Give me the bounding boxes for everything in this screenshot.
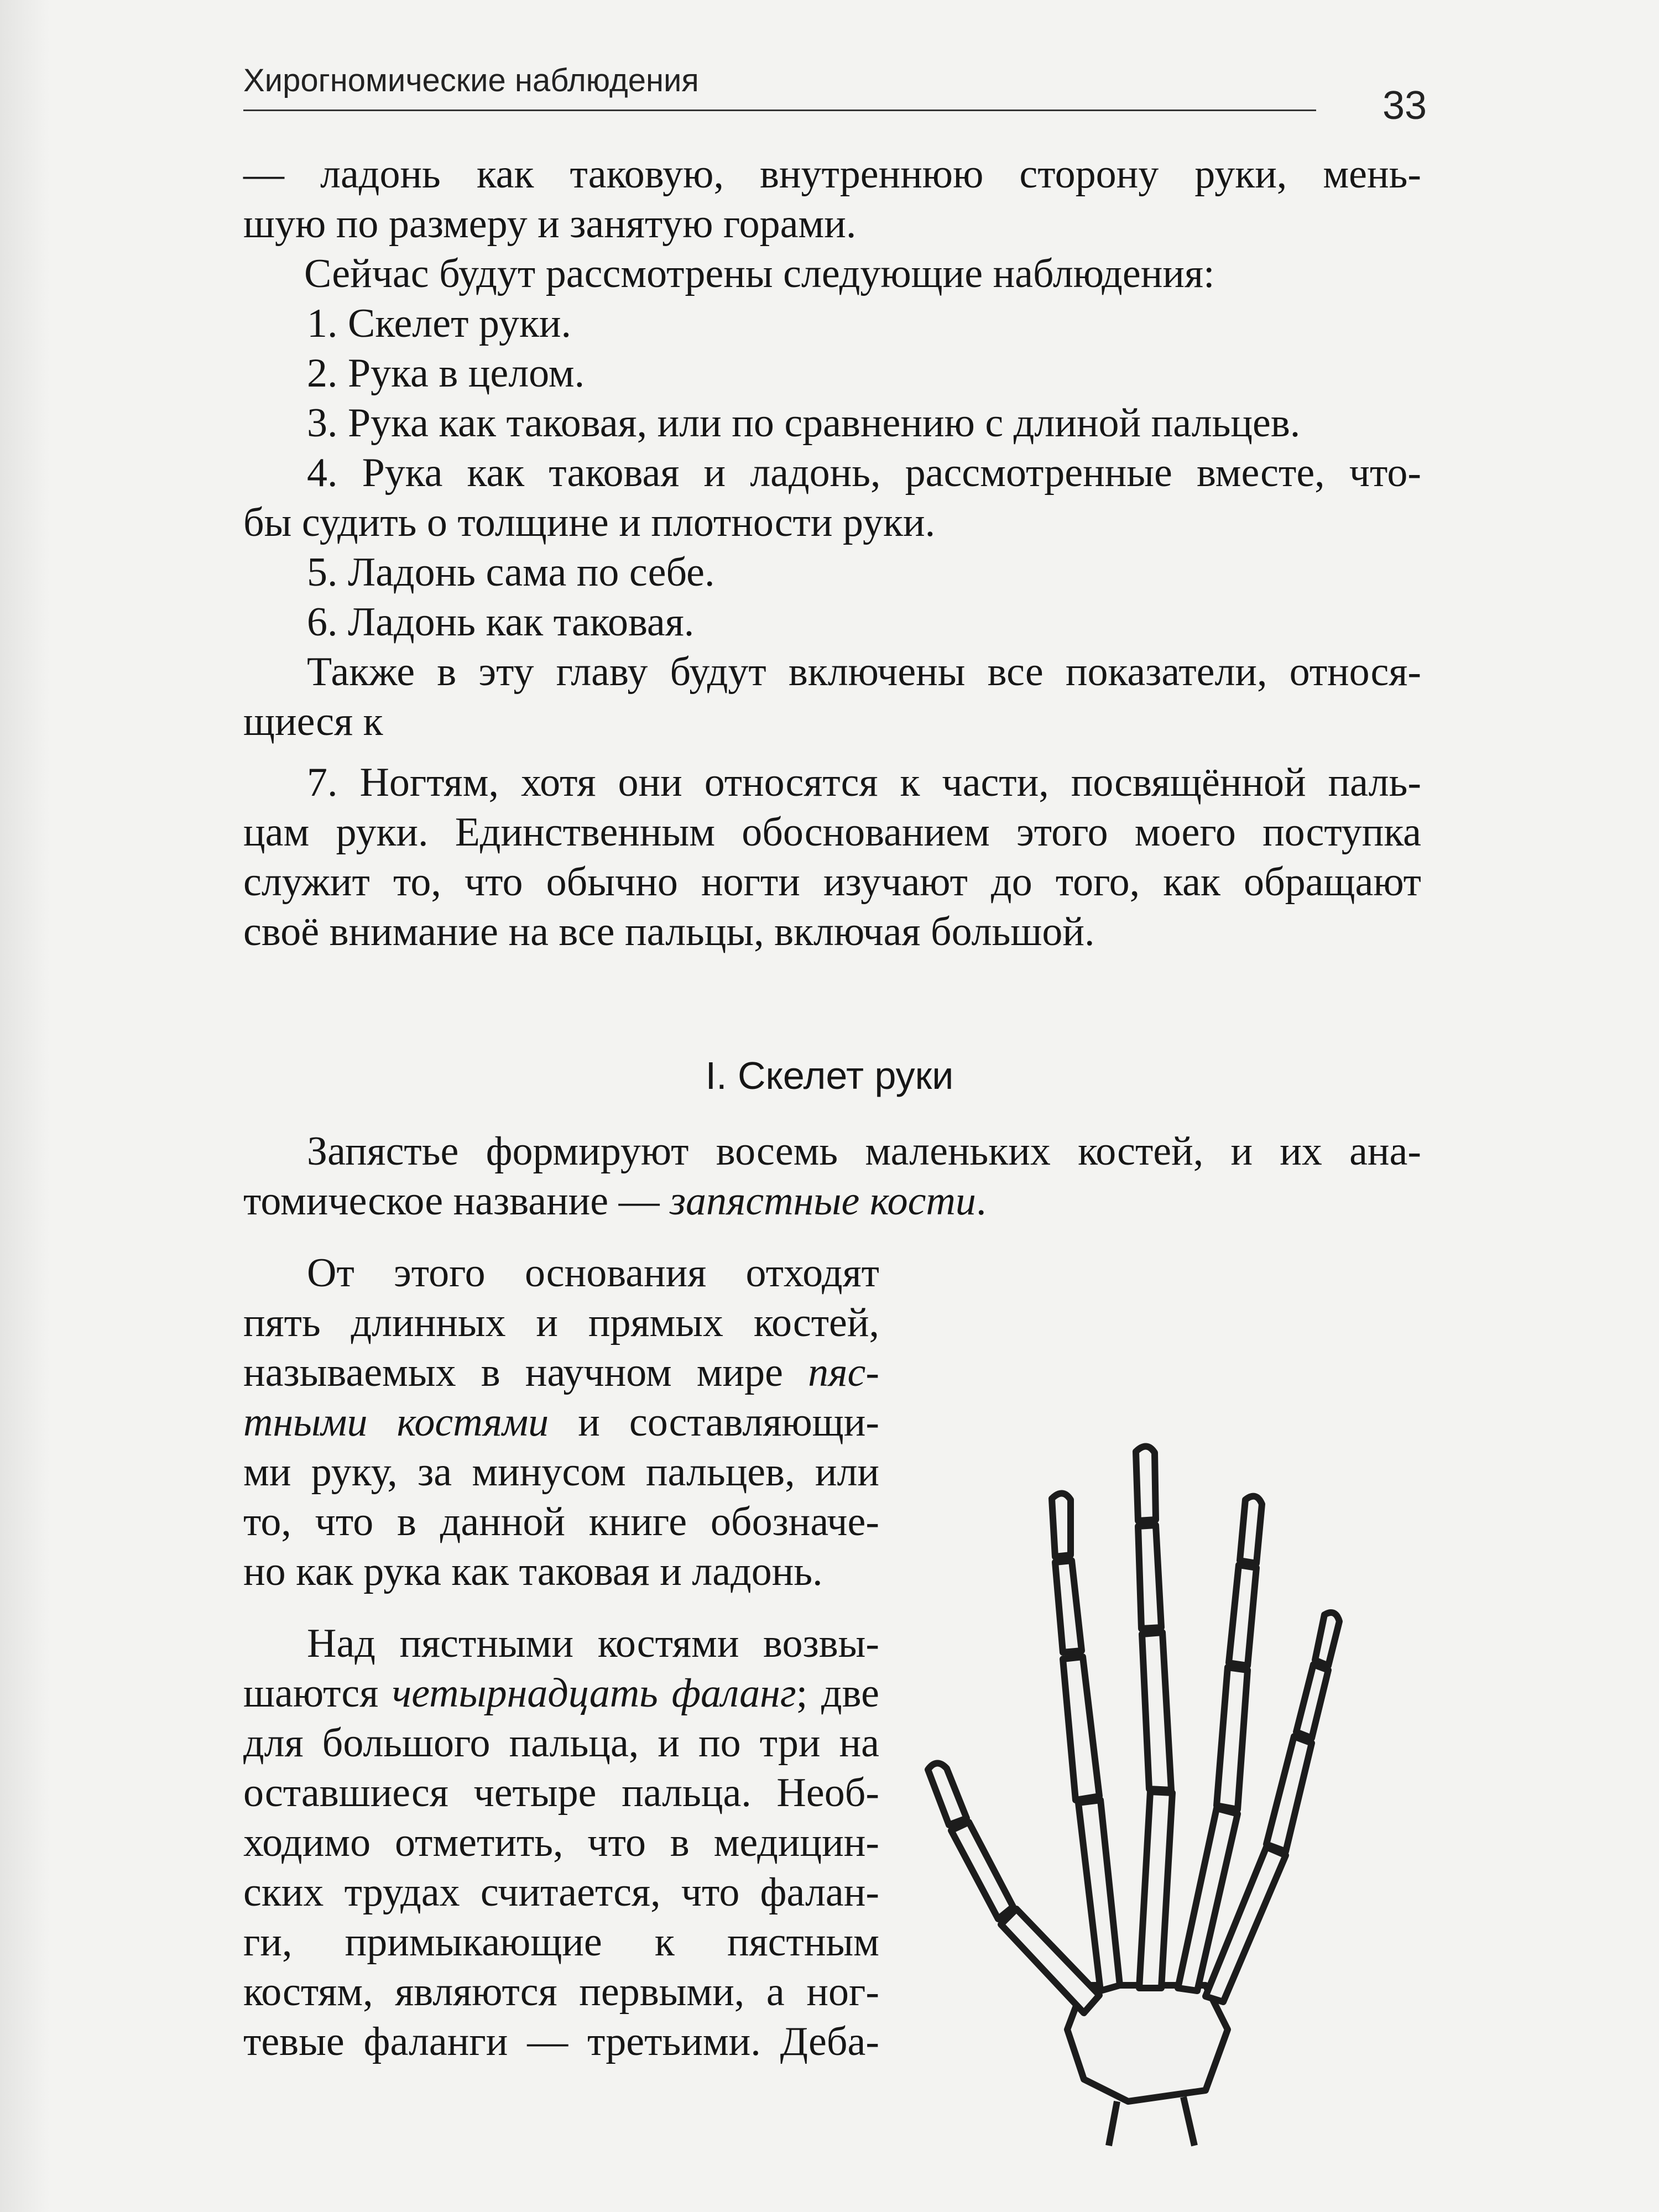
text-line <box>243 1352 879 1393</box>
phalanx-bone <box>1063 1657 1099 1800</box>
list-item: 4. Рука как таковая и ладонь, рассмотренные вместе, что- <box>307 450 1421 495</box>
header-rule <box>243 109 1316 111</box>
text-segment: . <box>975 1178 987 1224</box>
text-line: Над пястными костями возвы- <box>307 1621 879 1666</box>
text-line: но как рука как таковая и ладонь. <box>243 1549 823 1594</box>
text-line: цам руки. Единственным обоснованием этого моего поступка <box>243 810 1421 855</box>
list-item: 5. Ладонь сама по себе. <box>307 550 715 595</box>
italic-term: запястные кости <box>670 1178 976 1224</box>
list-item-continuation: бы судить о толщине и плотности руки. <box>243 500 936 545</box>
metacarpal-bone <box>1078 1800 1120 1991</box>
text-segment: томическое название — <box>243 1178 670 1224</box>
text-line: для большого пальца, и по три на <box>243 1720 879 1766</box>
list-item: 1. Скелет руки. <box>307 301 572 346</box>
phalanx-bone <box>1266 1736 1312 1851</box>
text-line: ских трудах считается, что фалан- <box>243 1870 879 1915</box>
phalanx-bone <box>1296 1665 1328 1738</box>
text-line: то, что в данной книге обозначе- <box>243 1499 879 1545</box>
italic-term: четырнадцать фаланг <box>392 1671 796 1716</box>
text-line: шую по размеру и занятую горами. <box>243 201 857 247</box>
thumb-bone <box>928 1763 967 1825</box>
text-line: своё внимание на все пальцы, включая большой. <box>243 909 1095 954</box>
text-line: костям, являются первыми, а ног- <box>243 1969 879 2015</box>
text-line: щиеся к <box>243 699 383 744</box>
phalanx-bone <box>1315 1613 1339 1666</box>
text-line: оставшиеся четыре пальца. Необ- <box>243 1770 879 1815</box>
text-line: Запястье формируют восемь маленьких костей, и их ана- <box>307 1129 1421 1174</box>
text-segment: и составляющи- <box>549 1400 879 1445</box>
section-heading: I. Скелет руки <box>705 1054 954 1097</box>
phalanx-bone <box>1217 1667 1248 1809</box>
text-line: ходимо отметить, что в медицин- <box>243 1820 879 1865</box>
thumb-bone <box>1001 1909 1099 2013</box>
thumb-bone <box>951 1822 1013 1919</box>
running-header-title: Хирогномические наблюдения <box>243 62 699 98</box>
page-edge-shadow <box>0 0 50 2212</box>
phalanx-bone <box>1138 1525 1161 1629</box>
phalanx-bone <box>1240 1496 1262 1563</box>
text-segment: называемых в научном мире <box>243 1350 808 1395</box>
phalanx-bone <box>1229 1565 1256 1666</box>
text-line <box>243 1178 987 1224</box>
text-line: служит то, что обычно ногти изучают до того, как обращают <box>243 859 1421 905</box>
text-line: ги, примыкающие к пястным <box>243 1919 879 1965</box>
italic-term: тными костями <box>243 1400 549 1445</box>
text-line: пять длинных и прямых костей, <box>243 1300 879 1345</box>
forearm-bone <box>1183 2097 1194 2146</box>
text-line <box>243 1402 879 1443</box>
page-number: 33 <box>1383 84 1427 128</box>
hand-skeleton-illustration <box>918 1349 1449 2151</box>
metacarpal-bone <box>1139 1792 1172 1988</box>
list-item: 3. Рука как таковая, или по сравнению с длиной пальцев. <box>307 400 1301 446</box>
text-line: ми руку, за минусом пальцев, или <box>243 1449 879 1495</box>
phalanx-bone <box>1052 1493 1071 1557</box>
list-item: 2. Рука в целом. <box>307 351 585 396</box>
text-segment: шаются <box>243 1671 392 1716</box>
forearm-bone <box>1109 2101 1117 2146</box>
text-line <box>243 1673 879 1714</box>
text-line: 7. Ногтям, хотя они относятся к части, посвящённой паль- <box>307 760 1421 805</box>
phalanx-bone <box>1136 1446 1156 1521</box>
italic-term: пяс- <box>808 1350 879 1395</box>
list-item: 6. Ладонь как таковая. <box>307 599 695 645</box>
text-line: Также в эту главу будут включены все показатели, относя- <box>307 649 1421 695</box>
phalanx-bone <box>1055 1561 1082 1652</box>
text-line: От этого основания отходят <box>307 1250 879 1296</box>
phalanx-bone <box>1142 1632 1171 1790</box>
text-line: тевые фаланги — третьими. Деба- <box>243 2019 879 2064</box>
text-line: — ладонь как таковую, внутреннюю сторону руки, мень- <box>243 152 1421 197</box>
observations-heading: Сейчас будут рассмотрены следующие наблюдения: <box>304 251 1215 296</box>
text-segment: ; две <box>796 1671 879 1716</box>
